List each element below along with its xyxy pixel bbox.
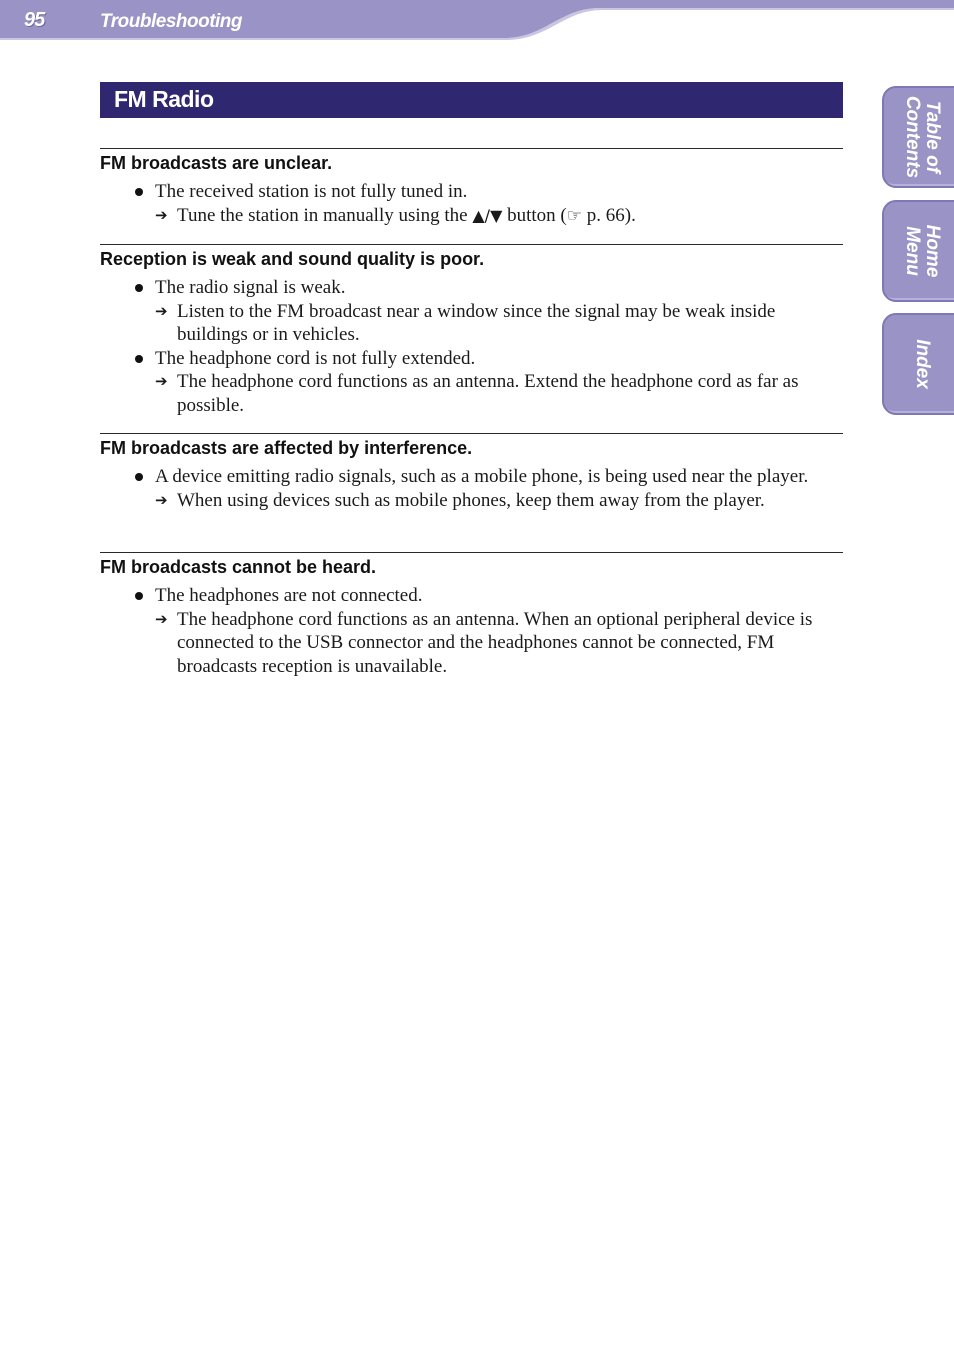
tab-label-line: Table of: [922, 100, 943, 174]
remedy-item: [100, 300, 833, 347]
page-title: FM Radio: [114, 86, 214, 112]
arrow-right-icon: ➔: [155, 609, 168, 628]
arrow-right-icon: ➔: [155, 205, 168, 224]
bullet-dot-icon: [135, 284, 143, 292]
tab-label-line: Contents: [902, 95, 923, 179]
tab-label: [912, 339, 932, 389]
remedy-text: Listen to the FM broadcast near a window since the signal may be weak inside buildings or in vehicles.: [177, 300, 776, 345]
cause-text: The headphones are not connected.: [155, 585, 423, 606]
list-item: [100, 347, 843, 371]
tab-label-line: Home: [922, 224, 943, 278]
page-reference-link[interactable]: p. 66).: [582, 204, 636, 226]
bullet-dot-icon: [135, 188, 143, 196]
remedy-text: The headphone cord functions as an antenna. When an optional peripheral device is connected to the USB connector and the headphones cannot be connected, FM broadcasts reception is unavailable.: [177, 608, 813, 677]
section-heading: Reception is weak and sound quality is poor.: [100, 249, 485, 269]
list-item: [100, 465, 815, 489]
tab-table-of-contents[interactable]: [882, 86, 954, 188]
section-weak-reception: [100, 244, 843, 417]
remedy-text: button (: [502, 204, 567, 226]
cause-text: The radio signal is weak.: [155, 277, 346, 298]
tab-index[interactable]: [882, 313, 954, 415]
remedy-text: Tune the station in manually using the: [177, 204, 473, 226]
up-down-button-symbol: ▲/▼: [472, 205, 503, 225]
remedy-item: [100, 608, 817, 679]
section-heading: FM broadcasts cannot be heard.: [100, 557, 377, 577]
section-heading: FM broadcasts are affected by interference.: [100, 438, 473, 458]
section-heading: FM broadcasts are unclear.: [100, 153, 333, 173]
arrow-right-icon: ➔: [155, 301, 168, 320]
remedy-item: [100, 489, 833, 513]
bullet-dot-icon: [135, 592, 143, 600]
list-item: [100, 584, 843, 608]
tab-label: [902, 225, 942, 278]
bullet-dot-icon: [135, 473, 143, 481]
bullet-dot-icon: [135, 355, 143, 363]
arrow-right-icon: ➔: [155, 490, 168, 509]
section-unclear: [100, 148, 843, 228]
remedy-item: [100, 204, 833, 229]
cause-text: A device emitting radio signals, such as a mobile phone, is being used near the player.: [155, 466, 809, 487]
tab-label-line: Index: [912, 339, 933, 389]
page-number: 95: [24, 9, 45, 31]
section-interference: [100, 433, 843, 512]
section-cannot-hear: [100, 552, 843, 678]
tab-label: [902, 96, 942, 178]
section-title: Troubleshooting: [100, 11, 243, 32]
remedy-text: When using devices such as mobile phones, keep them away from the player.: [177, 489, 765, 511]
cause-text: The received station is not fully tuned in.: [155, 181, 468, 202]
list-item: [100, 180, 843, 204]
remedy-item: [100, 370, 833, 417]
arrow-right-icon: ➔: [155, 372, 168, 390]
page-header: [0, 0, 954, 40]
tab-home-menu[interactable]: [882, 200, 954, 302]
page-reference-icon: ☞: [566, 205, 583, 226]
cause-text: The headphone cord is not fully extended.: [155, 347, 476, 369]
remedy-text: The headphone cord functions as an antenna. Extend the headphone cord as far as possible.: [177, 371, 799, 416]
list-item: [100, 276, 843, 300]
tab-label-line: Menu: [902, 226, 923, 276]
title-band: [100, 82, 843, 118]
